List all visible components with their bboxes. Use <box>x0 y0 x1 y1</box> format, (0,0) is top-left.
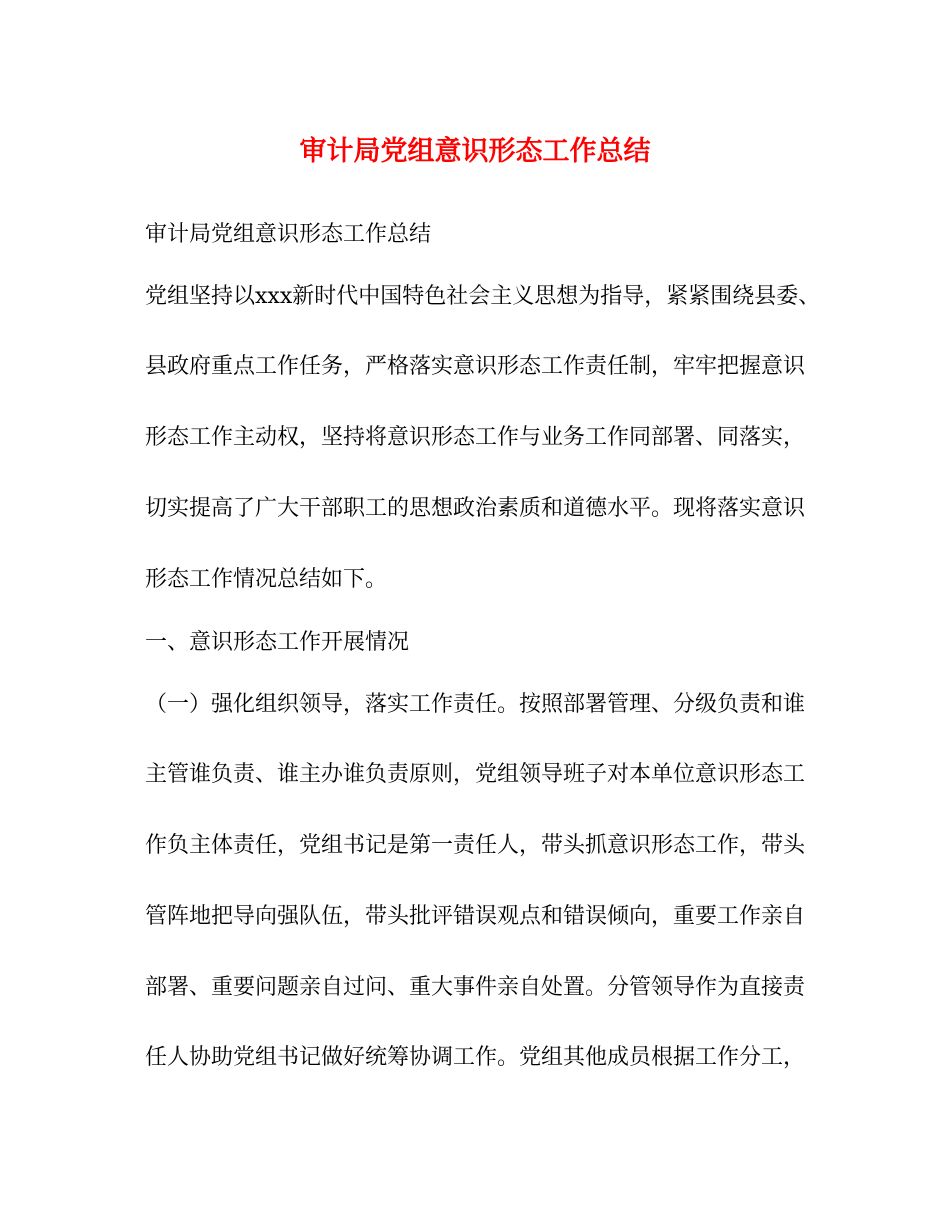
paragraph-line: 部署、重要问题亲自过问、重大事件亲自处置。分管领导作为直接责 <box>145 975 806 1000</box>
paragraph-line: 作负主体责任，党组书记是第一责任人，带头抓意识形态工作，带头 <box>145 833 806 858</box>
paragraph-line: 任人协助党组书记做好统筹协调工作。党组其他成员根据工作分工， <box>145 1045 806 1070</box>
paragraph-line: 切实提高了广大干部职工的思想政治素质和道德水平。现将落实意识 <box>145 496 806 521</box>
subtitle-line: 审计局党组意识形态工作总结 <box>145 222 432 247</box>
paragraph-line: 党组坚持以xxx新时代中国特色社会主义思想为指导，紧紧围绕县委、 <box>145 284 821 309</box>
paragraph-line: （一）强化组织领导，落实工作责任。按照部署管理、分级负责和谁 <box>145 692 806 717</box>
paragraph-line: 管阵地把导向强队伍，带头批评错误观点和错误倾向，重要工作亲自 <box>145 904 806 929</box>
paragraph-line: 县政府重点工作任务，严格落实意识形态工作责任制，牢牢把握意识 <box>145 354 806 379</box>
document-title: 审计局党组意识形态工作总结 <box>299 136 651 167</box>
paragraph-line: 形态工作情况总结如下。 <box>145 567 388 592</box>
paragraph-line: 形态工作主动权，坚持将意识形态工作与业务工作同部署、同落实， <box>145 425 806 450</box>
section-heading: 一、意识形态工作开展情况 <box>145 630 410 655</box>
paragraph-line: 主管谁负责、谁主办谁负责原则，党组领导班子对本单位意识形态工 <box>145 762 806 787</box>
